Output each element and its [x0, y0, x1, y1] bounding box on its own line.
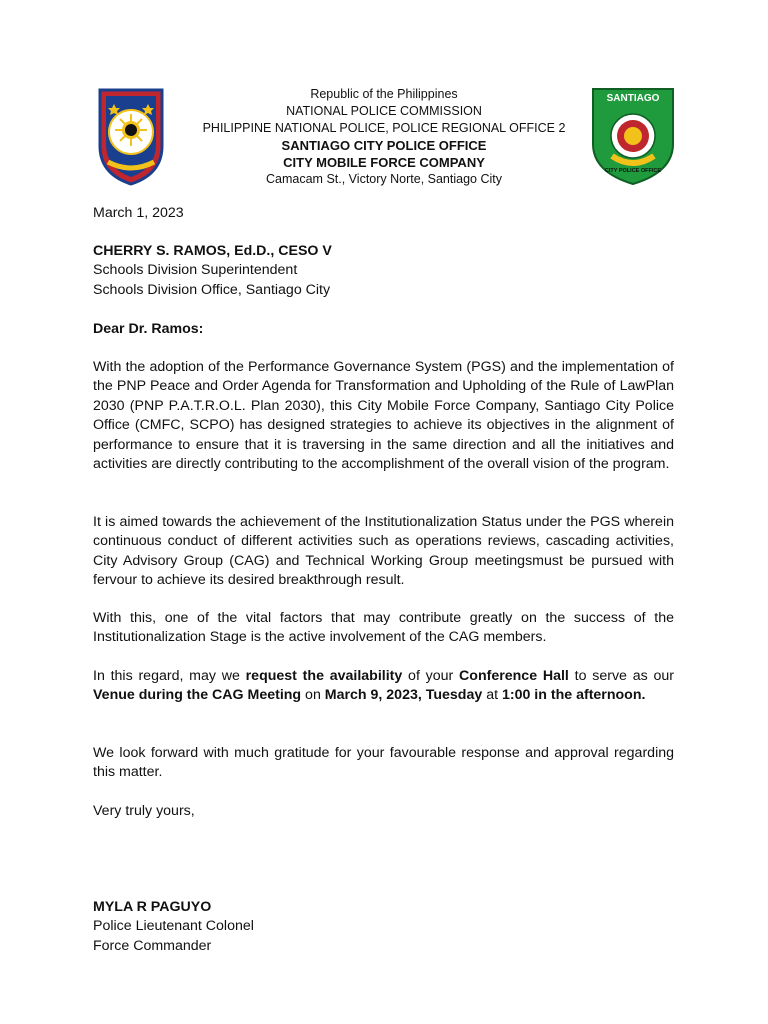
p4-text-1: In this regard, may we: [93, 668, 246, 684]
letterhead-napolcom: NATIONAL POLICE COMMISSION: [286, 104, 482, 118]
signatory-name: MYLA R PAGUYO: [93, 899, 212, 915]
letter-date: March 1, 2023: [93, 205, 184, 221]
p4-text-4: on: [301, 687, 325, 704]
closing: Very truly yours,: [93, 803, 195, 819]
p4-bold-date: March 9, 2023, Tuesday: [324, 687, 483, 704]
p4-bold-request: request the availability: [245, 668, 403, 684]
paragraph-3: With this, one of the vital factors that may contribute greatly on the success of the Institutionalization Stage is the active involvement of the CAG members.: [93, 610, 674, 646]
p4-bold-time: 1:00 in the afternoon.: [501, 687, 646, 704]
letterhead-mobile-force: CITY MOBILE FORCE COMPANY: [283, 155, 485, 170]
p4-bold-venue: Venue during the CAG Meeting: [93, 687, 302, 704]
pnp-seal-logo: [94, 86, 168, 186]
signatory-rank: Police Lieutenant Colonel: [93, 918, 254, 935]
p4-bold-hall: Conference Hall: [459, 668, 569, 684]
recipient-name: CHERRY S. RAMOS, Ed.D., CESO V: [93, 243, 332, 259]
recipient-title: Schools Division Superintendent: [93, 262, 298, 279]
salutation: Dear Dr. Ramos:: [93, 321, 204, 337]
letterhead-city-police: SANTIAGO CITY POLICE OFFICE: [281, 138, 487, 153]
p4-text-2: of your: [402, 668, 460, 684]
p4-text-3: to serve as our: [568, 668, 674, 684]
paragraph-4: [93, 667, 674, 706]
letterhead-pnp-region: PHILIPPINE NATIONAL POLICE, POLICE REGIONAL OFFICE 2: [202, 121, 566, 135]
svg-text:CITY POLICE OFFICE: CITY POLICE OFFICE: [604, 168, 662, 174]
letterhead: [170, 86, 598, 188]
letterhead-address: Camacam St., Victory Norte, Santiago City: [266, 172, 502, 186]
recipient-block: [93, 242, 674, 300]
paragraph-5: We look forward with much gratitude for your favourable response and approval regarding this matter.: [93, 745, 674, 781]
recipient-office: Schools Division Office, Santiago City: [93, 281, 331, 298]
letterhead-republic: Republic of the Philippines: [310, 87, 458, 101]
santiago-cpo-logo: [590, 86, 676, 186]
signatory-block: [93, 898, 674, 956]
svg-text:SANTIAGO: SANTIAGO: [606, 93, 660, 104]
paragraph-2: It is aimed towards the achievement of the Institutionalization Status under the PGS wherein continuous conduct of different activities such as operations reviews, cascading activities, City Advisory Group (CAG) and Technical Working Group meetingsmust be pursued with fervour to achieve its desired breakthrough result.: [93, 514, 674, 589]
signatory-position: Force Commander: [93, 937, 212, 954]
p4-text-5: at: [482, 687, 502, 704]
paragraph-1: With the adoption of the Performance Governance System (PGS) and the implementation of the PNP Peace and Order Agenda for Transformation and Upholding of the Rule of LawPlan 2030 (PNP P.A.T.R.O.L. Plan 2030), this City Mobile Force Company, Santiago City Police Office (CMFC, SCPO) has designed strategies to achieve its objectives in the alignment of performance to ensure that it is traversing in the same direction and all the initiatives and activities are directly contributing to the accomplishment of the overall vision of the program.: [93, 359, 674, 473]
